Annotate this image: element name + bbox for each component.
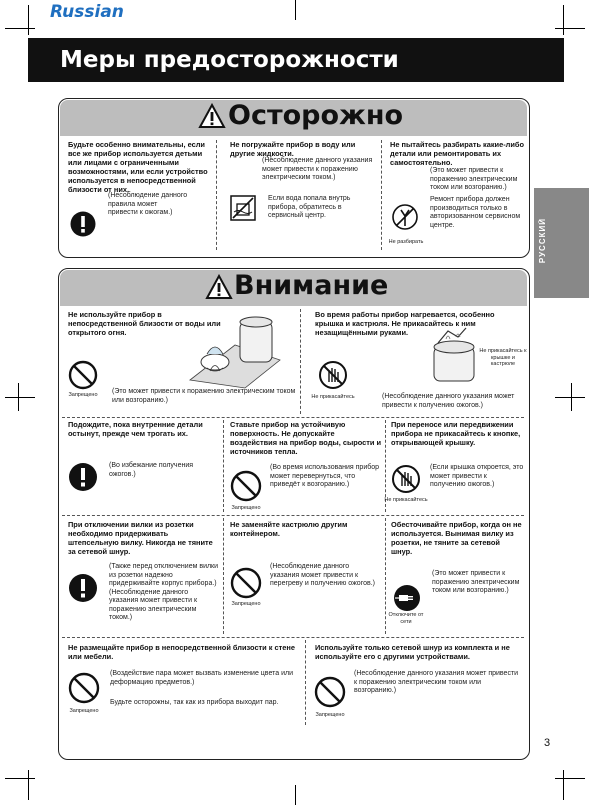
exclamation-icon bbox=[70, 211, 96, 237]
page-number: 3 bbox=[544, 737, 551, 749]
no-disassembly-icon bbox=[392, 204, 418, 234]
crop-mark bbox=[295, 0, 296, 20]
caution-2-note: (Несоблюдение данного указания может привести к поражению электрическим током.) bbox=[262, 157, 373, 181]
crop-mark bbox=[5, 28, 35, 29]
warning-2-note: (Несоблюдение данного указания может привести к получению ожогов.) bbox=[382, 393, 515, 409]
prohibited-icon bbox=[68, 672, 100, 704]
divider bbox=[223, 420, 224, 512]
prohibited-icon bbox=[230, 470, 262, 502]
no-touch-label: Не прикасайтесь bbox=[311, 394, 355, 400]
no-touch-icon bbox=[318, 360, 348, 390]
caution-3-note: (Это может привести к поражению электрическим током или возгоранию.) bbox=[430, 167, 518, 191]
warning-5-text: При переносе или передвижении прибора не прикасайтесь к кнопке, открывающей крышку. bbox=[391, 420, 521, 447]
crop-mark bbox=[555, 778, 585, 779]
language-label: Russian bbox=[50, 2, 124, 22]
no-touch-icon bbox=[391, 464, 421, 494]
prohibited-label: Запрещено bbox=[315, 712, 345, 718]
no-water-immersion-icon bbox=[230, 195, 256, 221]
caution-3-text: Не пытайтесь разбирать какие-либо детали или ремонтировать их самостоятельно. bbox=[390, 140, 524, 167]
crop-mark bbox=[5, 778, 35, 779]
unplug-icon bbox=[392, 584, 422, 612]
prohibited-label: Запрещено bbox=[231, 601, 261, 607]
warning-10-note: (Несоблюдение данного указания может привести к поражению электрическим током или возгоранию.) bbox=[354, 670, 519, 694]
page-title: Меры предосторожности bbox=[60, 47, 399, 73]
exclamation-icon bbox=[68, 573, 98, 603]
crop-mark bbox=[555, 28, 585, 29]
crop-mark bbox=[18, 383, 19, 411]
warning-4-text: Ставьте прибор на устойчивую поверхность. Не допускайте воздействия на прибор воды, сырости и источников тепла. bbox=[230, 420, 382, 456]
prohibited-icon bbox=[314, 676, 346, 708]
unplug-label: Отключите от сети bbox=[388, 612, 424, 625]
warning-triangle-icon bbox=[198, 103, 226, 129]
warning-7-note: (Несоблюдение данного указания может привести к перегреву и получению ожогов.) bbox=[270, 563, 375, 587]
crop-mark bbox=[28, 5, 29, 35]
warning-3-text: Подождите, пока внутренние детали остынут, прежде чем трогать их. bbox=[68, 420, 203, 438]
caution-2-note-2: Если вода попала внутрь прибора, обратитесь в сервисный центр. bbox=[268, 195, 351, 219]
side-tab-label: РУССКИЙ bbox=[538, 218, 547, 264]
warning-9-note: (Воздействие пара может вызвать изменение цвета или деформацию предметов.) bbox=[110, 670, 293, 686]
warning-6-text: При отключении вилки из розетки необходимо придерживать штепсельную вилку. Никогда не тяните за сетевой шнур. bbox=[68, 520, 213, 556]
crop-mark bbox=[555, 397, 585, 398]
crop-mark bbox=[28, 770, 29, 800]
no-touch-lid-label: Не прикасайтесь к крышке и кастрюле bbox=[479, 348, 527, 367]
warning-6-note: (Также перед отключением вилки из розетки надежно придерживайте корпус прибора.) (Несоблюдение данного указания может привести к поражению электрическим током.) bbox=[109, 563, 219, 621]
caution-title: Осторожно bbox=[228, 100, 404, 131]
caution-1-note: (Несоблюдение данного правила может привести к ожогам.) bbox=[108, 192, 188, 216]
warning-9-note-2: Будьте осторожны, так как из прибора выходит пар. bbox=[110, 699, 279, 706]
no-touch-label: Не прикасайтесь bbox=[384, 497, 428, 503]
divider bbox=[62, 637, 524, 638]
rice-cooker-near-water-illustration bbox=[185, 310, 285, 390]
warning-title: Внимание bbox=[234, 270, 389, 301]
caution-1-text: Будьте особенно внимательны, если все же прибор используется детьми или лицами с ограниченными возможностями, или если устройство используется в непосредственной близости от них. bbox=[68, 140, 208, 194]
divider bbox=[381, 140, 382, 250]
divider bbox=[216, 140, 217, 250]
crop-mark bbox=[5, 397, 35, 398]
divider bbox=[62, 515, 524, 516]
warning-3-note: (Во избежание получения ожогов.) bbox=[109, 462, 194, 478]
warning-1-note: (Это может привести к поражению электрическим током или возгоранию.) bbox=[112, 388, 296, 404]
caution-2-text: Не погружайте прибор в воду или другие жидкости. bbox=[230, 140, 356, 158]
crop-mark bbox=[571, 383, 572, 411]
warning-4-note: (Во время использования прибор может перевернуться, что приведёт к возгоранию.) bbox=[270, 464, 380, 488]
divider bbox=[300, 309, 301, 414]
exclamation-icon bbox=[68, 462, 98, 492]
crop-mark bbox=[563, 5, 564, 35]
divider bbox=[223, 518, 224, 634]
warning-8-text: Обесточивайте прибор, когда он не используется. Вынимая вилку из розетки, не тяните за сетевой шнур. bbox=[391, 520, 522, 556]
crop-mark bbox=[563, 770, 564, 800]
caution-3-note-2: Ремонт прибора должен производиться только в авторизованном сервисном центре. bbox=[430, 196, 521, 229]
warning-7-text: Не заменяйте кастрюлю другим контейнером. bbox=[230, 520, 348, 538]
warning-1-text: Не используйте прибор в непосредственной близости от воды или открытого огня. bbox=[68, 310, 221, 337]
rice-cooker-hot-lid-illustration bbox=[428, 325, 480, 385]
warning-8-note: (Это может привести к поражению электрическим током или возгоранию.) bbox=[432, 570, 520, 594]
prohibited-label: Запрещено bbox=[231, 505, 261, 511]
warning-2-text: Во время работы прибор нагревается, особенно крышка и кастрюля. Не прикасайтесь к ним незащищёнными руками. bbox=[315, 310, 495, 337]
crop-mark bbox=[295, 785, 296, 805]
no-disassembly-label: Не разбирать bbox=[388, 239, 424, 245]
divider bbox=[62, 417, 524, 418]
warning-10-text: Используйте только сетевой шнур из комплекта и не используйте его с другими устройствами. bbox=[315, 643, 510, 661]
prohibited-icon bbox=[68, 360, 98, 390]
warning-9-text: Не размещайте прибор в непосредственной близости к стене или мебели. bbox=[68, 643, 295, 661]
prohibited-label: Запрещено bbox=[69, 708, 99, 714]
warning-triangle-icon bbox=[205, 274, 233, 300]
warning-5-note: (Если крышка откроется, это может привести к получению ожогов.) bbox=[430, 464, 524, 488]
divider bbox=[305, 640, 306, 725]
prohibited-label: Запрещено bbox=[68, 392, 98, 398]
prohibited-icon bbox=[230, 567, 262, 599]
